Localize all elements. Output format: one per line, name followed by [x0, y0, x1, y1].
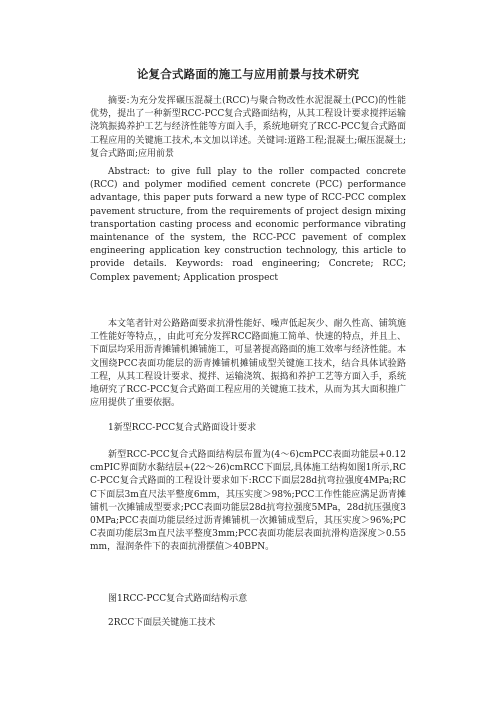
page-title: 论复合式路面的施工与应用前景与技术研究: [136, 67, 360, 81]
figure-1-caption: 图1RCC-PCC复合式路面结构示意: [108, 594, 248, 604]
section-1-heading: 1新型RCC-PCC复合式路面设计要求: [108, 423, 257, 433]
section-2-heading: 2RCC下面层关键施工技术: [108, 618, 216, 628]
abstract-chinese: 摘要:为充分发挥碾压混凝土(RCC)与聚合物改性水泥混凝土(PCC)的性能优势，提出了一种新型RCC-PCC复合式路面结构，从其工程设计要求搅拌运输浇筑振捣养护工艺与经济性能等方面入手，系统地研究了RCC-PCC复合式路面工程应用的关键施工技术,本文加以详述。关键词:道路工程;混凝土;碾压混凝土;复合式路面;应用前景: [90, 96, 406, 159]
abstract-english: Abstract: to give full play to the roller compacted concrete (RCC) and polymer modified cement concrete (PCC) performance advantage, this paper puts forward a new type of RCC-PCC complex pavement structure, from the requirements of project design mixing transportation casting process and economic performance vibrating maintenance of the system, the RCC-PCC pavement of complex engineering application key construction technology, this article to provide details. Keywords: road engineering; Concrete; RCC; Complex pavement; Application prospect: [90, 167, 406, 283]
introduction-paragraph: 本文笔者针对公路路面要求抗滑性能好、噪声低起灰少、耐久性高、铺筑施工性能好等特点，，由此可充分发挥RCC路面施工简单、快速的特点，并且上、下面层均采用沥青摊铺机摊铺施工，可显著提高路面的施工效率与经济性能。本文围绕PCC表面功能层的沥青摊铺机摊铺成型关键施工技术，结合具体试验路工程，从其工程设计要求、搅拌、运输浇筑、振捣和养护工艺等方面入手，系统地研究了RCC-PCC复合式路面工程应用的关键施工技术，从而为其大面积推广应用提供了重要依据。: [90, 319, 406, 409]
section-1-body: 新型RCC-PCC复合式路面结构层布置为(4～6)cmPCC表面功能层+0.12cmPIC界面防水黏结层+(22～26)cmRCC下面层,具体施工结构如图1所示,RCC-PCC复合式路面的工程设计要求如下:RCC下面层28d抗弯拉强度4MPa;RCC下面层3m直尺法平整度6mm，其压实度＞98%;PCC工作性能应满足沥青摊铺机一次摊铺成型要求;PCC表面功能层28d抗弯拉强度5MPa，28d抗压强度30MPa;PCC表面功能层经过沥青摊铺机一次摊铺成型后，其压实度＞96%;PCC表面功能层3m直尺法平整度3mm;PCC表面功能层表面抗滑构造深度＞0.55mm，湿润条件下的表面抗滑摆值＞40BPN。: [90, 450, 406, 553]
